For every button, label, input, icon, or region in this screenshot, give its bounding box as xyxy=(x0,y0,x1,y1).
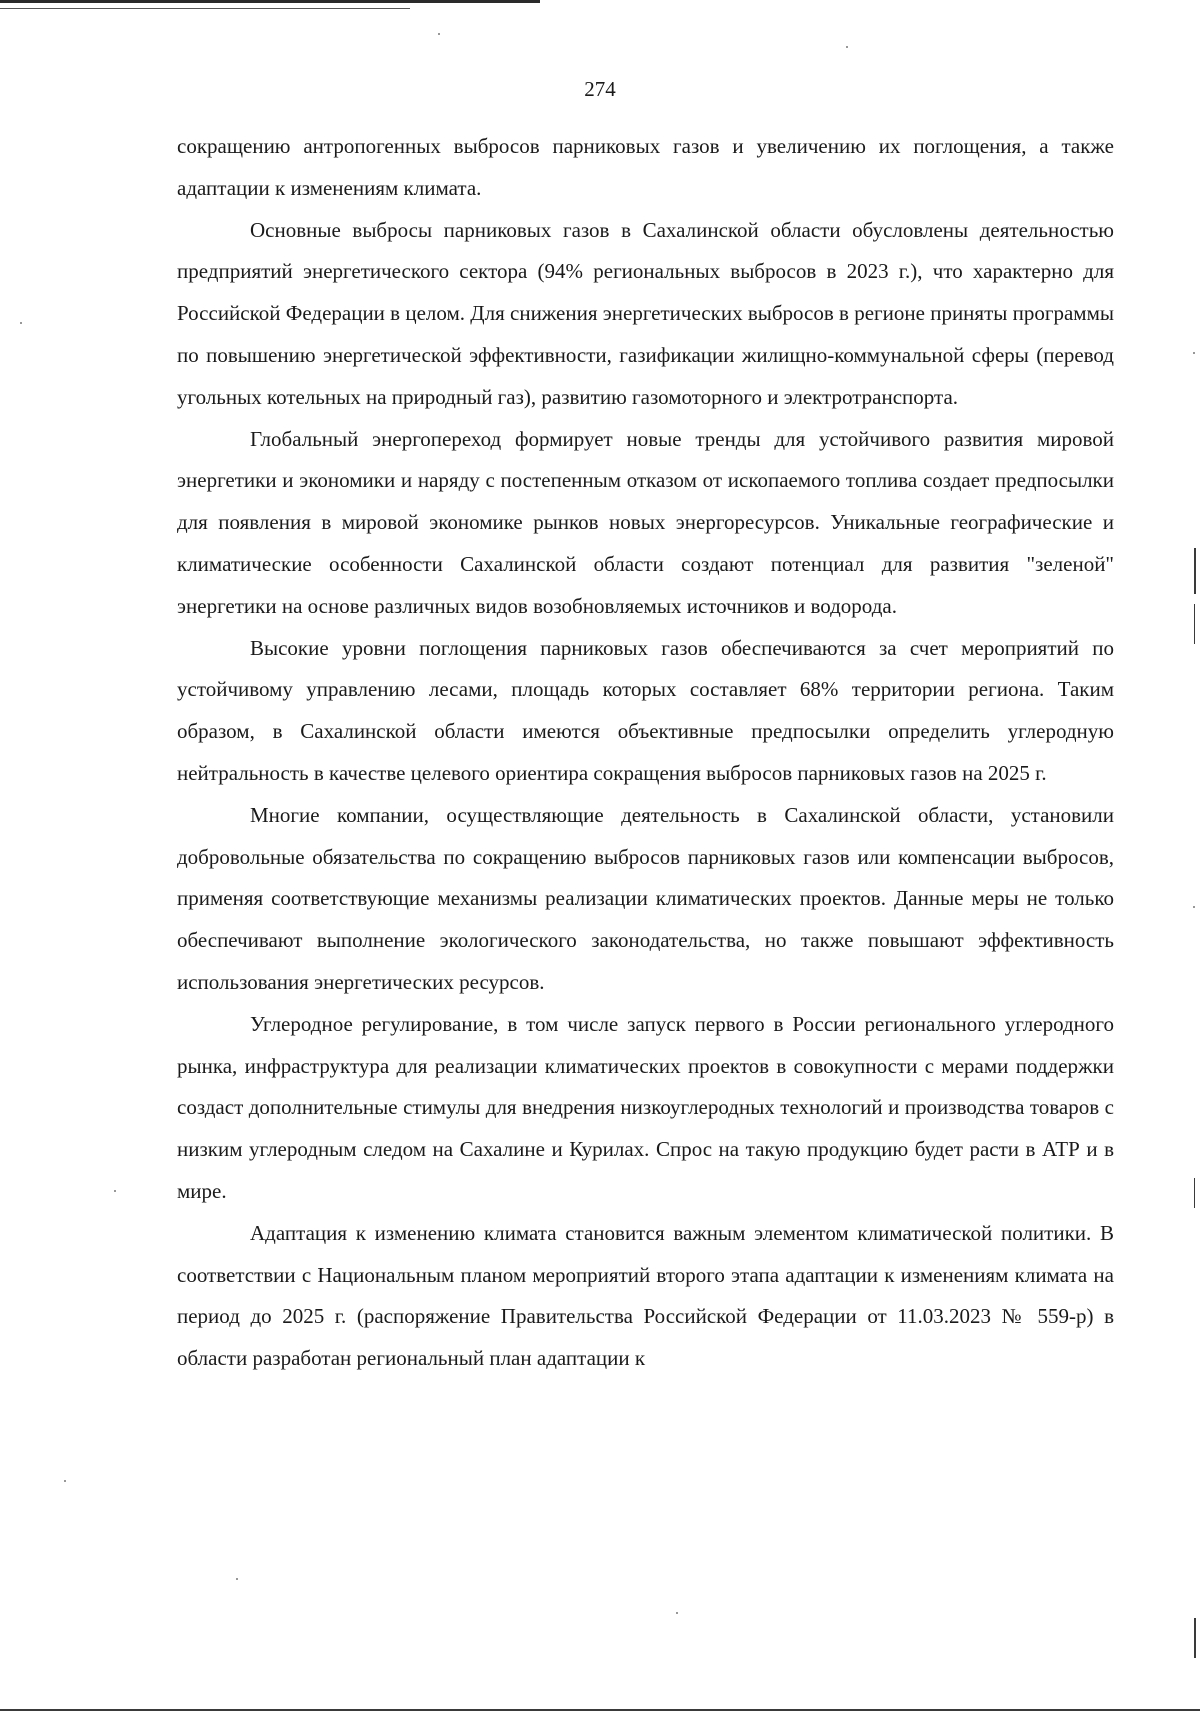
scan-speck xyxy=(438,33,440,35)
top-border-rule-thin xyxy=(0,8,410,9)
scan-speck xyxy=(1193,906,1195,908)
paragraph-3: Глобальный энергопереход формирует новые тренды для устойчивого развития мировой энергетики и экономики и наряду с постепенным отказом от ископаемого топлива создает предпосылки для появления в мировой экономике рынков новых энергоресурсов. Уникальные географические и климатические особенности Сахалинской области создают потенциал для развития "зеленой" энергетики на основе различных видов возобновляемых источников и водорода. xyxy=(177,426,1114,618)
scan-speck xyxy=(676,1612,678,1614)
paragraph-5: Многие компании, осуществляющие деятельность в Сахалинской области, установили добровольные обязательства по сокращению выбросов парниковых газов или компенсации выбросов, применяя соответствующие механизмы реализации климатических проектов. Данные меры не только обеспечивают выполнение экологического законодательства, но также повышают эффективность использования энергетических ресурсов. xyxy=(177,802,1114,994)
scan-margin-mark xyxy=(1194,548,1196,594)
scan-margin-mark xyxy=(1194,604,1195,644)
scan-speck xyxy=(20,322,22,324)
scan-speck xyxy=(64,1480,66,1482)
paragraph-7: Адаптация к изменению климата становится важным элементом климатической политики. В соответствии с Национальным планом мероприятий второго этапа адаптации к изменениям климата на период до 2025 г. (распоряжение Правительства Российской Федерации от 11.03.2023 № 559-р) в области разработан региональный план адаптации к xyxy=(177,1220,1114,1371)
scan-margin-mark xyxy=(1194,1618,1196,1658)
bottom-border-rule xyxy=(0,1709,1200,1711)
scan-speck xyxy=(846,46,848,48)
scan-margin-mark xyxy=(1194,1178,1195,1208)
body-text xyxy=(177,126,1114,1380)
paragraph-4: Высокие уровни поглощения парниковых газов обеспечиваются за счет мероприятий по устойчивому управлению лесами, площадь которых составляет 68% территории региона. Таким образом, в Сахалинской области имеются объективные предпосылки определить углеродную нейтральность в качестве целевого ориентира сокращения выбросов парниковых газов на 2025 г. xyxy=(177,635,1114,785)
paragraph-1: сокращению антропогенных выбросов парниковых газов и увеличению их поглощения, а также адаптации к изменениям климата. xyxy=(177,134,1114,200)
scan-speck xyxy=(114,1190,116,1192)
scan-speck xyxy=(1193,352,1195,354)
scan-speck xyxy=(236,1578,238,1580)
paragraph-6: Углеродное регулирование, в том числе запуск первого в России регионального углеродного рынка, инфраструктура для реализации климатических проектов в совокупности с мерами поддержки создаст дополнительные стимулы для внедрения низкоуглеродных технологий и производства товаров с низким углеродным следом на Сахалине и Курилах. Спрос на такую продукцию будет расти в АТР и в мире. xyxy=(177,1011,1114,1203)
paragraph-2: Основные выбросы парниковых газов в Сахалинской области обусловлены деятельностью предприятий энергетического сектора (94% региональных выбросов в 2023 г.), что характерно для Российской Федерации в целом. Для снижения энергетических выбросов в регионе приняты программы по повышению энергетической эффективности, газификации жилищно-коммунальной сферы (перевод угольных котельных на природный газ), развитию газомоторного и электротранспорта. xyxy=(177,217,1114,409)
page-number: 274 xyxy=(584,77,616,101)
top-border-rule xyxy=(0,0,540,3)
